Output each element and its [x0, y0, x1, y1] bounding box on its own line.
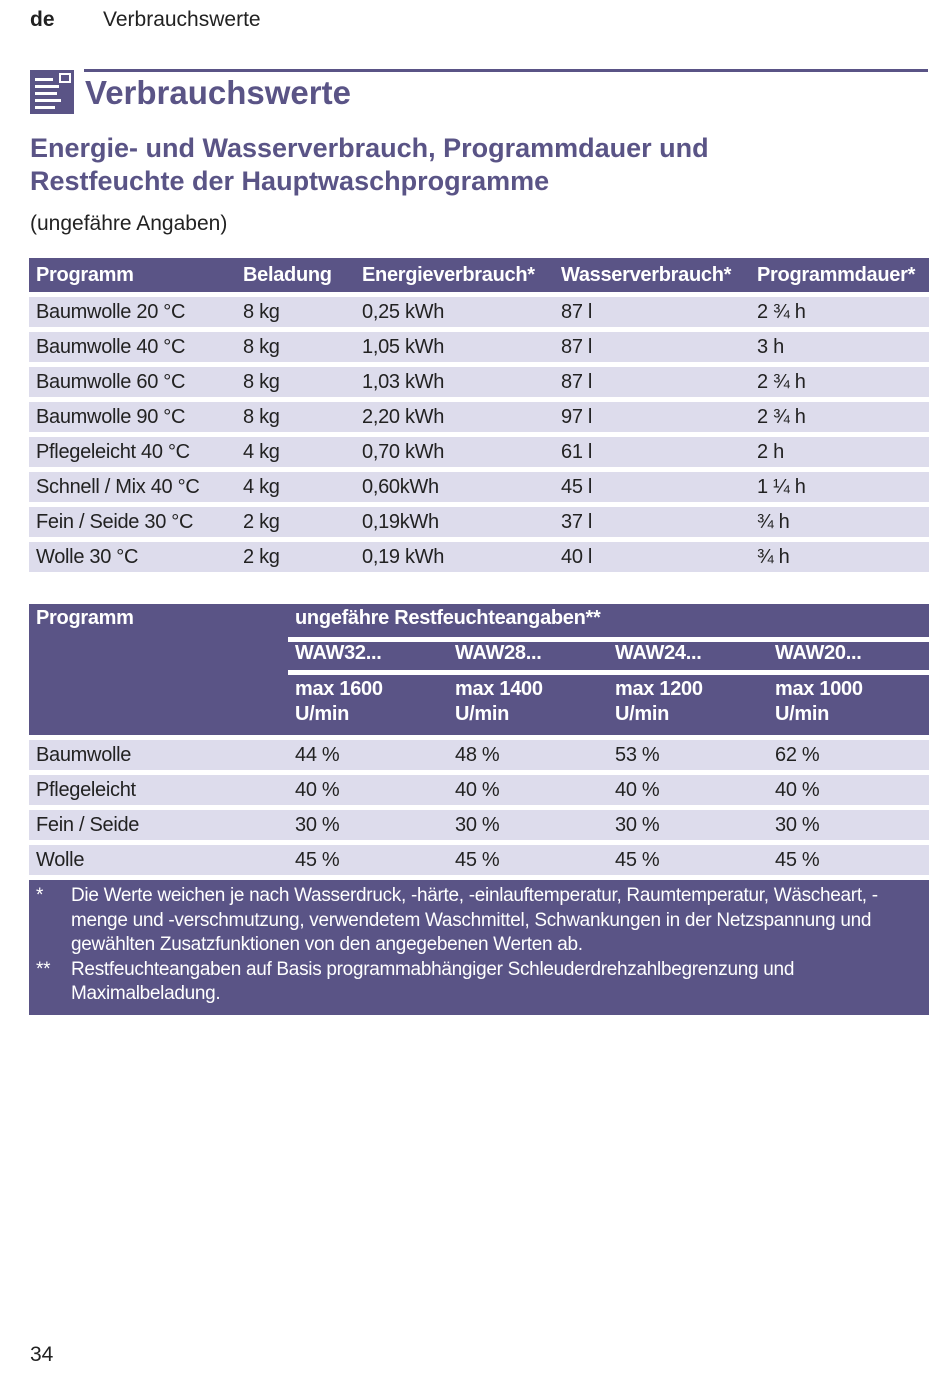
cell-program: Pflegeleicht: [29, 775, 288, 805]
footnote: [36, 958, 919, 1007]
cell-moisture: 48 %: [448, 740, 608, 770]
table-row: [29, 740, 929, 770]
footnote-mark: *: [36, 885, 44, 906]
table-row: [29, 437, 929, 467]
cell-water: 87 l: [554, 367, 750, 397]
speed-unit: U/min: [455, 703, 510, 725]
running-header-title: Verbrauchswerte: [103, 8, 261, 31]
cell-program: Baumwolle 40 °C: [29, 332, 236, 362]
cell-program: Pflegeleicht 40 °C: [29, 437, 236, 467]
col-header-model: WAW32...: [288, 642, 448, 670]
speed-max: max 1000: [775, 678, 863, 700]
footnote-mark: **: [36, 958, 51, 980]
language-code: de: [30, 8, 55, 31]
footnotes: [29, 880, 929, 1015]
cell-water: 45 l: [554, 472, 750, 502]
col-header-model: WAW20...: [768, 642, 929, 670]
cell-water: 61 l: [554, 437, 750, 467]
cell-program: Baumwolle 20 °C: [29, 297, 236, 327]
page-number: 34: [30, 1343, 54, 1366]
cell-program: Baumwolle 90 °C: [29, 402, 236, 432]
cell-program: Schnell / Mix 40 °C: [29, 472, 236, 502]
cell-program: Fein / Seide 30 °C: [29, 507, 236, 537]
section-rule: [84, 69, 928, 72]
consumption-table-header: [29, 258, 929, 292]
cell-moisture: 30 %: [608, 810, 768, 840]
col-header-model: WAW24...: [608, 642, 768, 670]
col-header-program: Programm: [29, 258, 236, 292]
col-header-model: WAW28...: [448, 642, 608, 670]
speed-unit: U/min: [775, 703, 830, 725]
col-header-speed: [768, 675, 929, 735]
cell-duration: 3 h: [750, 332, 929, 362]
cell-duration: ¾ h: [750, 507, 929, 537]
cell-water: 87 l: [554, 332, 750, 362]
cell-moisture: 40 %: [768, 775, 929, 805]
cell-moisture: 44 %: [288, 740, 448, 770]
table-row: [29, 297, 929, 327]
col-header-load: Beladung: [236, 258, 355, 292]
cell-duration: 1 ¼ h: [750, 472, 929, 502]
moisture-header-row-1: [29, 604, 929, 637]
cell-duration: 2 h: [750, 437, 929, 467]
table-row: [29, 542, 929, 572]
cell-program: Baumwolle: [29, 740, 288, 770]
cell-moisture: 45 %: [288, 845, 448, 875]
cell-moisture: 40 %: [288, 775, 448, 805]
col-header-speed: [608, 675, 768, 735]
cell-program: Baumwolle 60 °C: [29, 367, 236, 397]
residual-moisture-block: [29, 604, 929, 1015]
cell-energy: 0,19 kWh: [355, 542, 554, 572]
table-row: [29, 810, 929, 840]
footnote: [36, 884, 919, 958]
table-row: [29, 775, 929, 805]
cell-moisture: 30 %: [448, 810, 608, 840]
cell-load: 8 kg: [236, 402, 355, 432]
cell-energy: 2,20 kWh: [355, 402, 554, 432]
speed-max: max 1600: [295, 678, 383, 700]
section-title: Verbrauchswerte: [85, 74, 351, 111]
residual-moisture-table: [29, 599, 929, 880]
cell-load: 2 kg: [236, 507, 355, 537]
speed-unit: U/min: [615, 703, 670, 725]
cell-load: 4 kg: [236, 472, 355, 502]
cell-duration: 2 ¾ h: [750, 367, 929, 397]
col-header-moisture-group: ungefähre Restfeuchteangaben**: [288, 604, 929, 637]
speed-max: max 1200: [615, 678, 703, 700]
table-row: [29, 332, 929, 362]
cell-moisture: 40 %: [608, 775, 768, 805]
col-header-duration: Programmdauer*: [750, 258, 929, 292]
cell-water: 40 l: [554, 542, 750, 572]
cell-load: 4 kg: [236, 437, 355, 467]
consumption-list-icon: [30, 70, 74, 114]
subtitle-line-2: Restfeuchte der Hauptwaschprogramme: [30, 166, 550, 196]
consumption-table: [29, 253, 929, 577]
col-header-program: Programm: [29, 604, 288, 735]
cell-water: 37 l: [554, 507, 750, 537]
cell-moisture: 40 %: [448, 775, 608, 805]
cell-moisture: 30 %: [288, 810, 448, 840]
cell-program: Fein / Seide: [29, 810, 288, 840]
subtitle-line-1: Energie- und Wasserverbrauch, Programmdauer und: [30, 133, 709, 163]
cell-energy: 1,05 kWh: [355, 332, 554, 362]
cell-moisture: 62 %: [768, 740, 929, 770]
footnote-text: Restfeuchteangaben auf Basis programmabhängiger Schleuderdrehzahlbegrenzung und Maximalbeladung.: [71, 958, 795, 1004]
cell-moisture: 53 %: [608, 740, 768, 770]
table-row: [29, 507, 929, 537]
cell-moisture: 45 %: [768, 845, 929, 875]
cell-load: 8 kg: [236, 332, 355, 362]
cell-water: 97 l: [554, 402, 750, 432]
footnote-text: Die Werte weichen je nach Wasserdruck, -härte, -einlauftemperatur, Raumtemperatur, Wäscheart, -menge und -verschmutzung, verwendetem Waschmittel, Schwankungen in der Netzspannung und gewählten Zusatzfunktionen von den angegebenen Werten ab.: [71, 885, 878, 955]
col-header-speed: [448, 675, 608, 735]
speed-unit: U/min: [295, 703, 350, 725]
cell-water: 87 l: [554, 297, 750, 327]
cell-moisture: 45 %: [608, 845, 768, 875]
cell-energy: 0,60kWh: [355, 472, 554, 502]
col-header-speed: [288, 675, 448, 735]
approximate-note: (ungefähre Angaben): [30, 212, 228, 235]
cell-duration: 2 ¾ h: [750, 402, 929, 432]
speed-max: max 1400: [455, 678, 543, 700]
cell-load: 8 kg: [236, 367, 355, 397]
table-row: [29, 472, 929, 502]
cell-moisture: 45 %: [448, 845, 608, 875]
cell-duration: ¾ h: [750, 542, 929, 572]
cell-energy: 0,25 kWh: [355, 297, 554, 327]
cell-energy: 0,70 kWh: [355, 437, 554, 467]
cell-moisture: 30 %: [768, 810, 929, 840]
table-row: [29, 367, 929, 397]
table-row: [29, 845, 929, 875]
cell-program: Wolle: [29, 845, 288, 875]
cell-energy: 0,19kWh: [355, 507, 554, 537]
col-header-water: Wasserverbrauch*: [554, 258, 750, 292]
cell-program: Wolle 30 °C: [29, 542, 236, 572]
col-header-energy: Energieverbrauch*: [355, 258, 554, 292]
table-subtitle: [30, 132, 910, 198]
cell-load: 8 kg: [236, 297, 355, 327]
cell-energy: 1,03 kWh: [355, 367, 554, 397]
table-row: [29, 402, 929, 432]
cell-load: 2 kg: [236, 542, 355, 572]
cell-duration: 2 ¾ h: [750, 297, 929, 327]
